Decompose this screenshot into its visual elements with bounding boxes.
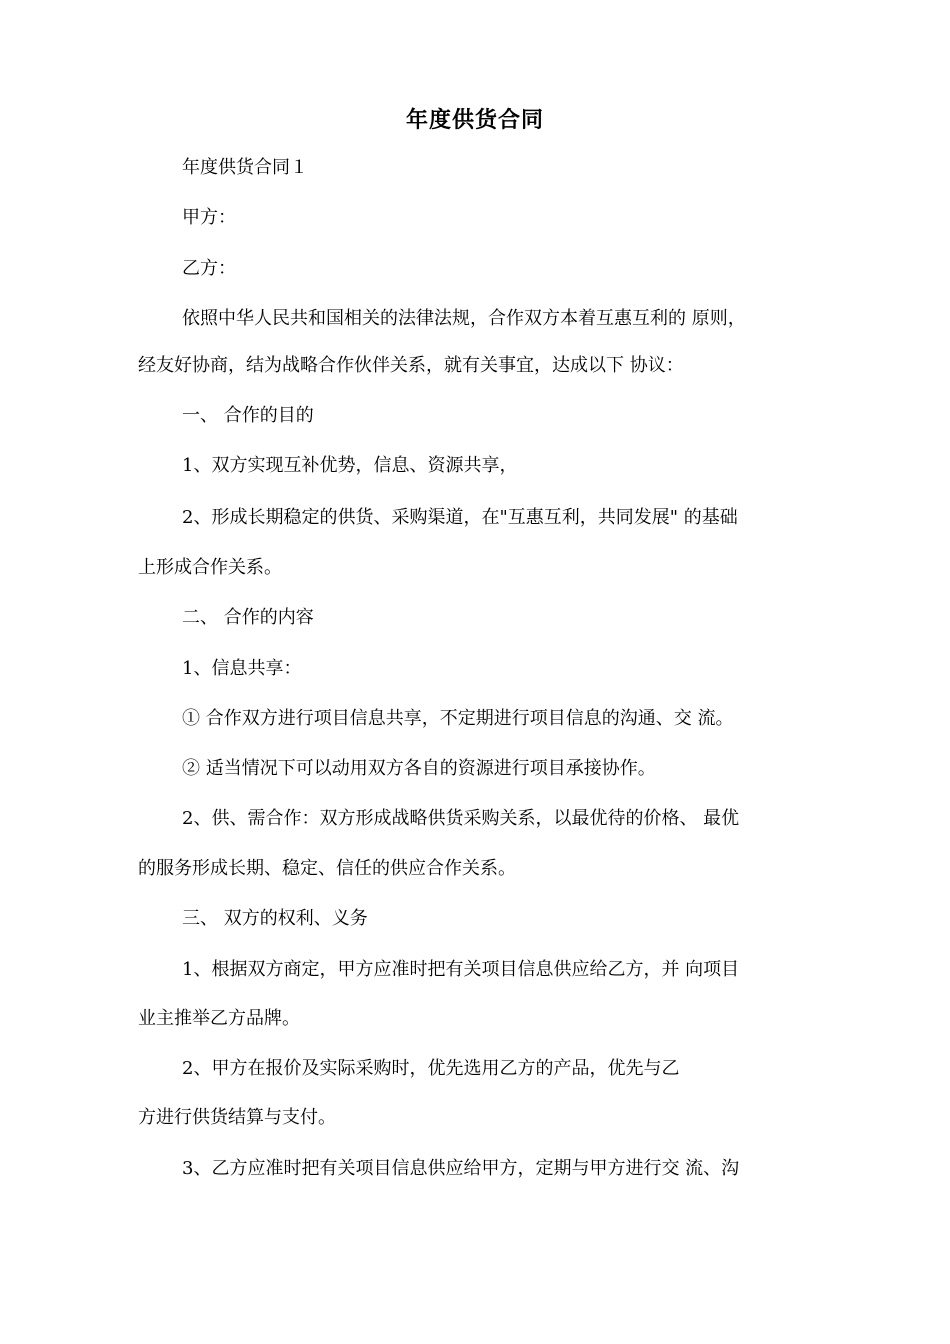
clause-line: 1、根据双方商定，甲方应准时把有关项目信息供应给乙方，并 向项目 xyxy=(182,959,740,980)
clause-line: 1、双方实现互补优势，信息、资源共享， xyxy=(182,455,518,476)
clause-continuation: 上形成合作关系。 xyxy=(138,557,282,578)
clause-line: 2、供、需合作：双方形成战略供货采购关系，以最优待的价格、 最优 xyxy=(182,808,740,829)
document-title: 年度供货合同 xyxy=(405,108,544,133)
clause-continuation: 的服务形成长期、稳定、信任的供应合作关系。 xyxy=(138,858,516,879)
party-a-line: 甲方： xyxy=(182,207,236,228)
section-heading-2: 二、 合作的内容 xyxy=(182,607,314,628)
party-b-line: 乙方： xyxy=(182,258,236,279)
clause-line: 2、甲方在报价及实际采购时，优先选用乙方的产品，优先与乙 xyxy=(182,1058,680,1079)
preamble-line-2: 经友好协商，结为战略合作伙伴关系，就有关事宜，达成以下 协议： xyxy=(138,355,684,376)
section-heading-1: 一、 合作的目的 xyxy=(182,405,314,426)
clause-continuation: 方进行供货结算与支付。 xyxy=(138,1107,336,1128)
clause-line: 1、信息共享： xyxy=(182,658,302,679)
subtitle-line: 年度供货合同１ xyxy=(182,157,308,178)
sub-clause-line: ① 合作双方进行项目信息共享，不定期进行项目信息的沟通、交 流。 xyxy=(182,708,734,729)
clause-line: 2、形成长期稳定的供货、采购渠道，在"互惠互利，共同发展" 的基础 xyxy=(182,507,738,528)
section-heading-3: 三、 双方的权利、义务 xyxy=(182,908,368,929)
clause-line: 3、乙方应准时把有关项目信息供应给甲方，定期与甲方进行交 流、沟 xyxy=(182,1158,740,1179)
sub-clause-line: ② 适当情况下可以动用双方各自的资源进行项目承接协作。 xyxy=(182,758,656,779)
preamble-line-1: 依照中华人民共和国相关的法律法规，合作双方本着互惠互利的 原则， xyxy=(182,308,746,329)
clause-continuation: 业主推举乙方品牌。 xyxy=(138,1008,300,1029)
